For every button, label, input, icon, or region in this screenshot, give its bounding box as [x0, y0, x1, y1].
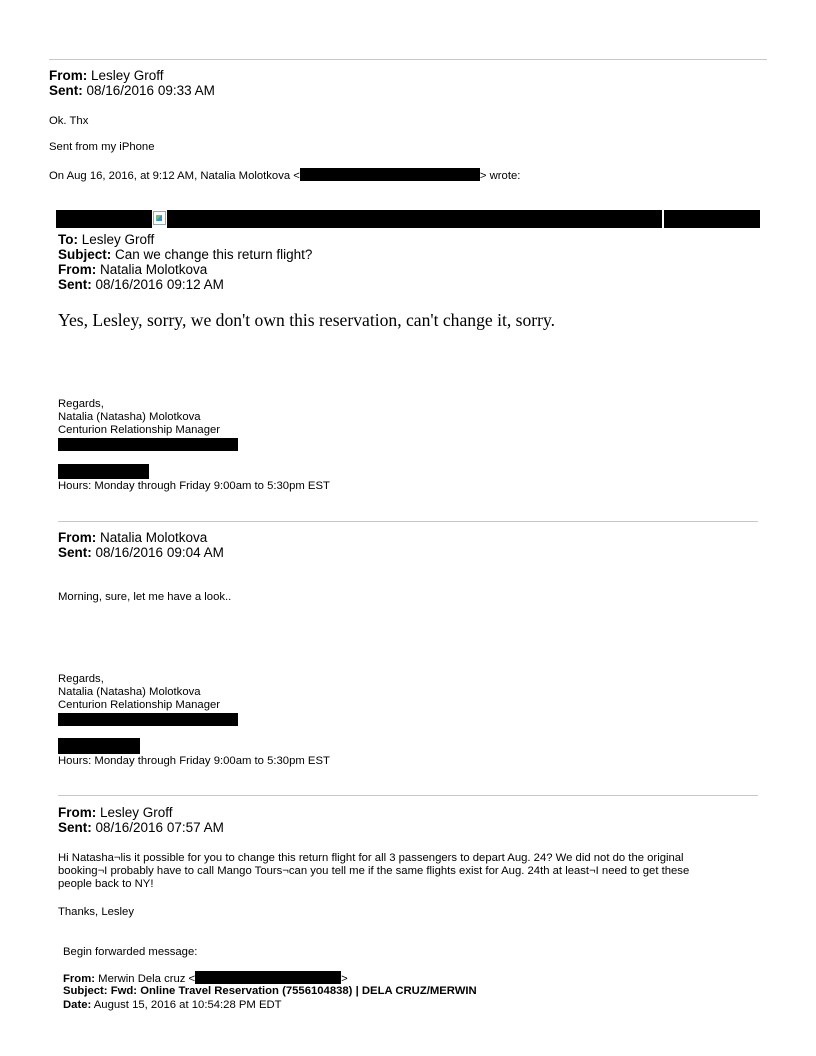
- message-body-4-line3: people back to NY!: [58, 878, 154, 890]
- sent-value: 08/16/2016 09:04 AM: [91, 545, 224, 560]
- broken-image-icon: [153, 211, 166, 225]
- from-value: Natalia Molotkova: [96, 530, 208, 545]
- redacted-contact-3a: [58, 713, 238, 726]
- sender-name-2: Natalia (Natasha) Molotkova: [58, 411, 201, 423]
- quote-attribution: [49, 168, 520, 183]
- fwd-date-label: Date:: [63, 999, 92, 1011]
- signature-iphone: Sent from my iPhone: [49, 141, 155, 153]
- fwd-date-value: August 15, 2016 at 10:54:28 PM EDT: [91, 999, 282, 1011]
- message-body-4-line2: booking¬I probably have to call Mango Tours¬can you tell me if the same flights exist for Aug. 24th at least¬I need to get these: [58, 865, 690, 877]
- quote-prefix: On Aug 16, 2016, at 9:12 AM, Natalia Molotkova <: [49, 170, 300, 182]
- reply-text: Ok. Thx: [49, 115, 89, 127]
- redacted-fwd-email: [195, 971, 341, 984]
- fwd-from-close: >: [341, 973, 348, 985]
- fwd-from-line: [63, 971, 348, 986]
- divider-3: [58, 795, 758, 796]
- redacted-banner-right: [664, 210, 760, 228]
- sent-value: 08/16/2016 07:57 AM: [91, 820, 224, 835]
- redacted-banner-middle: [167, 210, 662, 228]
- from-value: Lesley Groff: [87, 68, 164, 83]
- subject-value: Can we change this return flight?: [111, 247, 313, 262]
- sent-value: 08/16/2016 09:12 AM: [91, 277, 224, 292]
- sent-value: 08/16/2016 09:33 AM: [82, 83, 215, 98]
- sent-line-2: [58, 277, 224, 292]
- office-hours-3: Hours: Monday through Friday 9:00am to 5:30pm EST: [58, 755, 330, 767]
- regards-3: Regards,: [58, 673, 104, 685]
- sent-label: Sent:: [58, 820, 92, 835]
- sender-title-2: Centurion Relationship Manager: [58, 424, 221, 436]
- sent-line-1: [49, 83, 215, 98]
- to-label: To:: [58, 232, 78, 247]
- redacted-banner-left: [56, 210, 152, 228]
- subject-line-2: [58, 247, 312, 262]
- sent-label: Sent:: [49, 83, 83, 98]
- sender-title-3: Centurion Relationship Manager: [58, 699, 221, 711]
- from-label: From:: [58, 805, 97, 820]
- fwd-subject: Subject: Fwd: Online Travel Reservation (7556104838) | DELA CRUZ/MERWIN: [63, 985, 477, 997]
- message-body-2: Yes, Lesley, sorry, we don't own this reservation, can't change it, sorry.: [58, 310, 556, 330]
- divider-2: [58, 521, 758, 522]
- from-line-1: [49, 68, 164, 83]
- fwd-subject-line: [63, 985, 477, 998]
- thanks-line: Thanks, Lesley: [58, 906, 134, 918]
- regards-2: Regards,: [58, 398, 104, 410]
- redacted-contact-2a: [58, 438, 238, 451]
- from-label: From:: [49, 68, 88, 83]
- message-body-4-line1: Hi Natasha¬lis it possible for you to change this return flight for all 3 passengers to depart Aug. 24? We did not do the original: [58, 852, 684, 864]
- message-body-3: Morning, sure, let me have a look..: [58, 591, 232, 603]
- quote-suffix: > wrote:: [479, 170, 521, 182]
- subject-label: Subject:: [58, 247, 112, 262]
- sent-label: Sent:: [58, 545, 92, 560]
- from-label: From:: [58, 530, 97, 545]
- from-line-2: [58, 262, 207, 277]
- fwd-from-label: From:: [63, 973, 96, 985]
- office-hours-2: Hours: Monday through Friday 9:00am to 5:30pm EST: [58, 480, 330, 492]
- redacted-contact-2b: [58, 464, 149, 479]
- sent-line-4: [58, 820, 224, 835]
- fwd-from-value: Merwin Dela cruz <: [95, 973, 196, 985]
- forwarded-header: Begin forwarded message:: [63, 946, 198, 958]
- from-value: Lesley Groff: [96, 805, 173, 820]
- redacted-email: [300, 168, 480, 181]
- to-value: Lesley Groff: [78, 232, 155, 247]
- redacted-contact-3b: [58, 738, 140, 754]
- top-divider: [49, 59, 767, 60]
- sender-name-3: Natalia (Natasha) Molotkova: [58, 686, 201, 698]
- from-value: Natalia Molotkova: [96, 262, 208, 277]
- fwd-date-line: [63, 999, 282, 1012]
- from-label: From:: [58, 262, 97, 277]
- sent-label: Sent:: [58, 277, 92, 292]
- to-line-2: [58, 232, 154, 247]
- sent-line-3: [58, 545, 224, 560]
- from-line-3: [58, 530, 207, 545]
- from-line-4: [58, 805, 173, 820]
